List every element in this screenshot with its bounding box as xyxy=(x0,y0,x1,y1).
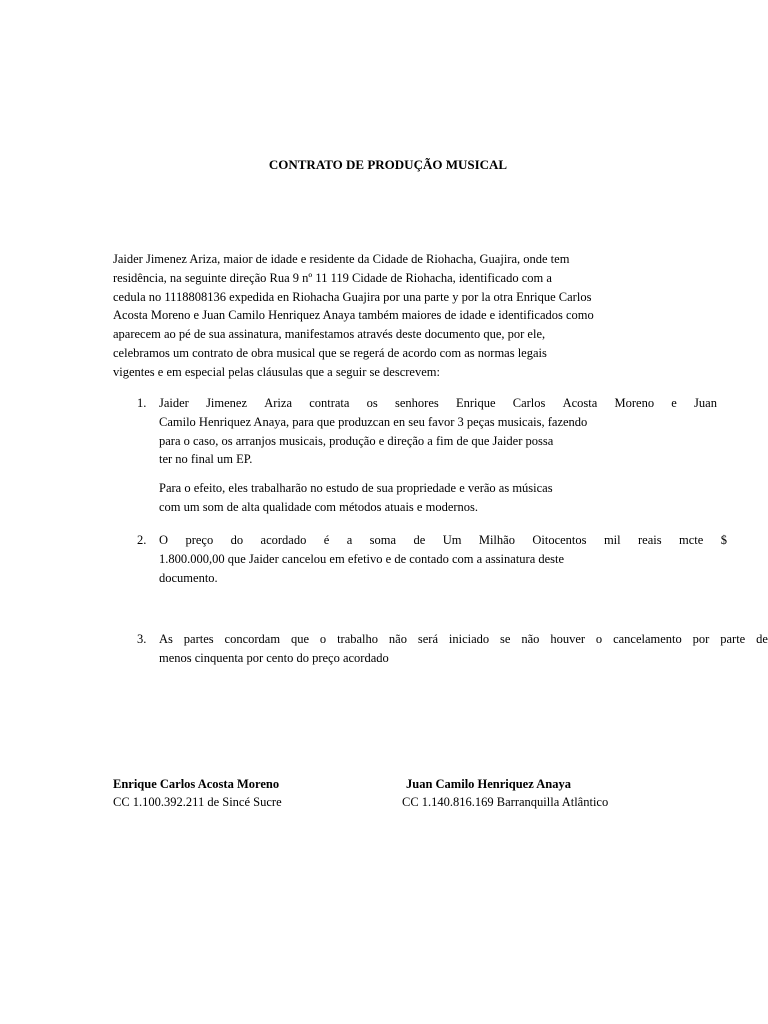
justified-word: Um xyxy=(442,533,462,547)
clause-line: 1.800.000,00 que Jaider cancelou em efetivo e de contado com a assinatura deste xyxy=(159,551,565,566)
intro-line: residência, na seguinte direção Rua 9 nº 11 119 Cidade de Riohacha, identificado com a xyxy=(113,270,552,285)
justified-word: o xyxy=(319,632,327,646)
justified-word: Ariza xyxy=(264,396,292,410)
justified-word: senhores xyxy=(395,396,439,410)
justified-word: O xyxy=(159,533,169,547)
justified-word: soma xyxy=(369,533,397,547)
justified-word: reais xyxy=(638,533,662,547)
justified-word: de xyxy=(756,632,768,646)
clause-line: ter no final um EP. xyxy=(159,452,253,467)
justified-word: os xyxy=(366,396,378,410)
justified-word: se xyxy=(500,632,511,646)
intro-paragraph xyxy=(113,250,613,382)
justified-word: do xyxy=(230,533,244,547)
justified-word: acordado xyxy=(260,533,307,547)
clause-line: menos cinquenta por cento do preço acordado xyxy=(159,650,389,665)
clause-body xyxy=(159,394,717,517)
clause-body xyxy=(159,531,727,587)
justified-word: é xyxy=(323,533,330,547)
justified-word: será xyxy=(417,632,438,646)
clause-justified-line xyxy=(159,630,768,649)
justified-word: Jaider xyxy=(159,396,189,410)
justified-word: contrata xyxy=(309,396,350,410)
justified-word: não xyxy=(521,632,540,646)
intro-line: vigentes e em especial pelas cláusulas que a seguir se descrevem: xyxy=(113,364,440,379)
intro-line: celebramos um contrato de obra musical que se regerá de acordo com as normas legais xyxy=(113,345,547,360)
clause-line: documento. xyxy=(159,570,218,585)
clause-justified-line xyxy=(159,394,717,413)
clause-line: Camilo Henriquez Anaya, para que produzcan en seu favor 3 peças musicais, fazendo xyxy=(159,414,588,429)
justified-word: parte xyxy=(720,632,746,646)
intro-line: Jaider Jimenez Ariza, maior de idade e residente da Cidade de Riohacha, Guajira, onde tem xyxy=(113,252,570,266)
justified-word: concordam xyxy=(224,632,281,646)
signature-block-enrique xyxy=(113,775,282,811)
justified-word: Acosta xyxy=(562,396,598,410)
clause-line: para o caso, os arranjos musicais, produção e direção a fim de que Jaider possa xyxy=(159,433,554,448)
justified-word: houver xyxy=(550,632,586,646)
clause-number: 3. xyxy=(137,632,147,646)
justified-word: Milhão xyxy=(478,533,515,547)
clause-line: com um som de alta qualidade com métodos atuais e modernos. xyxy=(159,499,479,514)
clause-body xyxy=(159,630,768,668)
clause-3 xyxy=(137,630,768,668)
clause-line: Para o efeito, eles trabalharão no estudo de sua propriedade e verão as músicas xyxy=(159,481,553,496)
document-title: CONTRATO DE PRODUÇÃO MUSICAL xyxy=(268,157,508,172)
justified-word: mil xyxy=(603,533,621,547)
justified-word: mcte xyxy=(679,533,704,547)
clause-justified-line xyxy=(159,531,727,550)
justified-word: cancelamento xyxy=(613,632,682,646)
clause-number: 1. xyxy=(137,396,147,410)
intro-line: Acosta Moreno e Juan Camilo Henriquez Anaya também maiores de idade e identificados como xyxy=(113,308,594,323)
clause-2 xyxy=(137,531,727,587)
justified-word: e xyxy=(671,396,677,410)
justified-word: por xyxy=(692,632,710,646)
justified-word: iniciado xyxy=(448,632,490,646)
justified-word: $ xyxy=(720,533,727,547)
intro-line: aparecem ao pé de sua assinatura, manifestamos através deste documento que, por ele, xyxy=(113,327,546,342)
justified-word: Enrique xyxy=(455,396,496,410)
signatory-id: CC 1.100.392.211 de Sincé Sucre xyxy=(113,795,282,809)
signature-block-juan xyxy=(402,775,608,811)
justified-word: a xyxy=(346,533,353,547)
justified-word: que xyxy=(290,632,310,646)
signatory-name: Enrique Carlos Acosta Moreno xyxy=(113,777,280,791)
justified-word: trabalho xyxy=(337,632,379,646)
justified-word: Oitocentos xyxy=(532,533,587,547)
clause-1 xyxy=(137,394,717,517)
clause-number: 2. xyxy=(137,533,147,547)
clause-paragraph xyxy=(159,479,717,517)
justified-word: o xyxy=(595,632,603,646)
signatory-name: Juan Camilo Henriquez Anaya xyxy=(406,777,571,791)
justified-word: partes xyxy=(183,632,214,646)
justified-word: As xyxy=(159,632,173,646)
justified-word: Carlos xyxy=(512,396,546,410)
justified-word: Moreno xyxy=(614,396,655,410)
justified-word: preço xyxy=(185,533,214,547)
intro-line: cedula no 1118808136 expedida en Riohacha Guajira por una parte y por la otra Enrique Carlos xyxy=(113,289,592,304)
justified-word: Juan xyxy=(694,396,717,410)
signatory-id: CC 1.140.816.169 Barranquilla Atlântico xyxy=(402,795,609,809)
justified-word: não xyxy=(388,632,407,646)
justified-word: de xyxy=(413,533,426,547)
justified-word: Jimenez xyxy=(206,396,248,410)
